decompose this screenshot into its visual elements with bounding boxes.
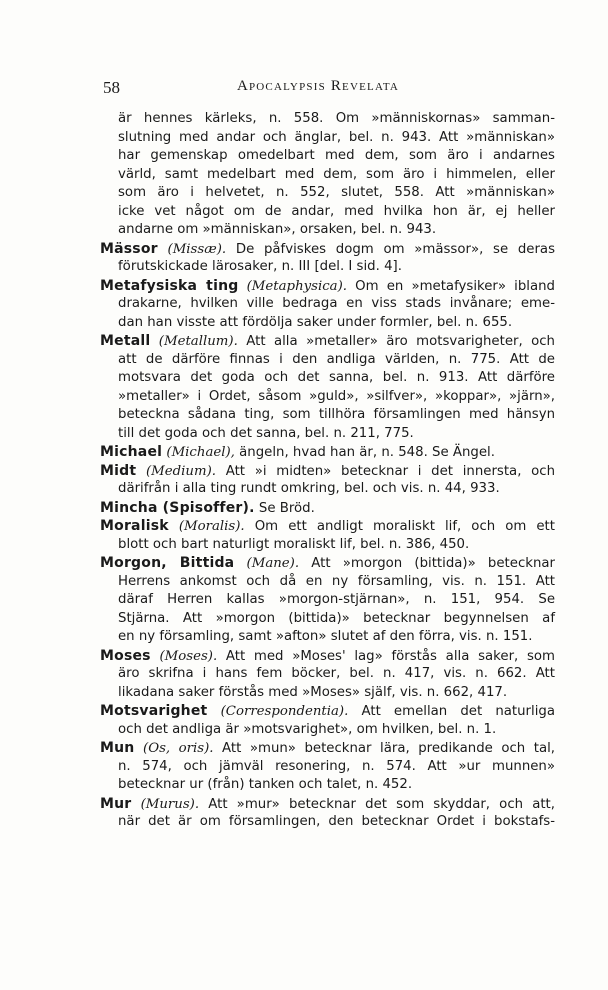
entry-mun [100,739,555,795]
text-line: betecknar ur (från) tanken och talet, n. 452. [118,777,413,792]
entry-headword: Mur [100,795,132,812]
entry-headword: Motsvarighet [100,703,208,719]
text-line: till det goda och det sanna, bel. n. 211, 775. [118,425,414,441]
text-line: beteckna sådana ting, som tillhöra församlingen med hänsyn [118,407,555,422]
text-line: motsvara det goda och det sanna, bel. n. 913. Att därföre [118,370,555,385]
entry-headword: Morgon, Bittida [100,555,235,571]
entry-headword: Moses [100,647,151,664]
entry-metafysiska-ting [100,277,555,333]
entry-moses [100,647,555,703]
entry-latin: (Moses). [159,648,218,664]
text-line: »metaller» i Ordet, såsom »guld», »silfver», »koppar», »järn», [118,388,555,404]
body-text [100,110,555,832]
text-line: slutning med andar och änglar, bel. n. 943. Att »människan» [118,129,555,145]
text-line: Stjärna. Att »morgon (bittida)» betecknar begynnelsen af [118,610,555,626]
text-line: Att »morgon (bittida)» betecknar [311,556,555,571]
entry-metall [100,332,555,443]
text-line: drakarne, hvilken ville bedraga en viss stads invånare; eme- [118,296,555,311]
text-line: när det är om församlingen, den betecknar Ordet i bokstafs- [118,814,555,829]
text-line: dan han visste att fördölja saker under formler, bel. n. 655. [118,314,513,330]
text-line: värld, samt medelbart med dem, som äro i himmelen, eller [118,166,555,182]
text-line: n. 574, och jämväl resonering, n. 574. Att »ur munnen» [118,758,555,774]
text-line: andarne om »människan», orsaken, bel. n. 943. [118,222,437,237]
entry-latin: (Mane). [246,556,300,571]
entry-mur [100,795,555,832]
entry-headword: Mincha (Spisoffer). [100,499,255,516]
text-line: Att emellan det naturliga [361,704,555,719]
text-line: Att »mun» betecknar lära, predikande och tal, [222,741,556,756]
entry-latin: (Moralis). [178,519,245,534]
entry-latin: (Metaphysica). [246,278,348,294]
text-line: Att med »Moses' lag» förstås alla saker, som [225,648,555,664]
entry-latin: (Metallum). [158,334,238,349]
entry-latin: (Missæ). [167,241,227,257]
entry-headword: Metafysiska ting [100,277,239,294]
entry-latin: (Murus). [140,796,200,812]
text-line: Se Bröd. [258,500,315,516]
text-line: ängeln, hvad han är, n. 548. Se Ängel. [239,445,495,460]
page-header [103,78,533,100]
text-line: icke vet något om de andar, med hvilka hon är, ej heller [118,203,555,219]
text-line: Om ett andligt moraliskt lif, och om ett [254,519,555,534]
entry-morgon-bittida [100,554,555,647]
text-line: en ny församling, samt »afton» slutet af den förra, vis. n. 151. [118,629,533,644]
entry-mincha [100,499,555,518]
text-line: Om en »metafysiker» ibland [355,278,555,294]
running-title: Apocalypsis Revelata [236,78,400,94]
entry-latin: (Medium). [145,463,216,479]
entry-midt [100,462,555,499]
entry-headword: Moralisk [100,518,169,534]
entry-latin: (Correspondentia). [220,704,349,719]
entry-headword: Michael [100,444,163,460]
text-line: är hennes kärleks, n. 558. Om »människornas» samman- [118,111,555,126]
text-line: likadana saker förstås med »Moses» själf, vis. n. 662, 417. [118,684,508,700]
entry-massor [100,240,555,277]
text-line: därifrån i alla ting rundt omkring, bel. och vis. n. 44, 933. [118,481,500,496]
text-line: att de därföre finnas i den andliga världen, n. 775. Att de [118,351,555,367]
page-number: 58 [103,78,120,97]
entry-moralisk [100,517,555,554]
entry-motsvarighet [100,702,555,739]
text-line: Att alla »metaller» äro motsvarigheter, och [246,334,555,349]
text-line: Att »mur» betecknar det som skyddar, och att, [208,796,556,812]
text-line: Att »i midten» betecknar i det innersta, och [225,463,556,479]
text-line: och det andliga är »motsvarighet», om hvilken, bel. n. 1. [118,721,497,737]
entry-headword: Midt [100,462,137,479]
entry-latin: (Michael), [166,445,235,460]
text-line: äro skrifna i hans fem böcker, bel. n. 417, vis. n. 662. Att [118,666,555,681]
entry-headword: Metall [100,333,151,349]
text-line: som äro i helvetet, n. 552, slutet, 558. Att »människan» [118,185,555,200]
entry-latin: (Os, oris). [143,741,214,756]
entry-continuation [100,110,555,240]
entry-headword: Mässor [100,240,158,257]
entry-michael [100,443,555,462]
entry-headword: Mun [100,740,135,756]
text-line: Herrens ankomst och då en ny församling, vis. n. 151. Att [118,573,555,589]
text-line: blott och bart naturligt moraliskt lif, bel. n. 386, 450. [118,536,470,552]
text-line: har gemenskap omedelbart med dem, som äro i andarnes [118,148,555,163]
text-line: De påfviskes dogm om »mässor», se deras [235,241,555,257]
text-line: förutskickade lärosaker, n. III [del. I sid. 4]. [118,259,402,274]
text-line: däraf Herren kallas »morgon-stjärnan», n. 151, 954. Se [118,592,555,607]
